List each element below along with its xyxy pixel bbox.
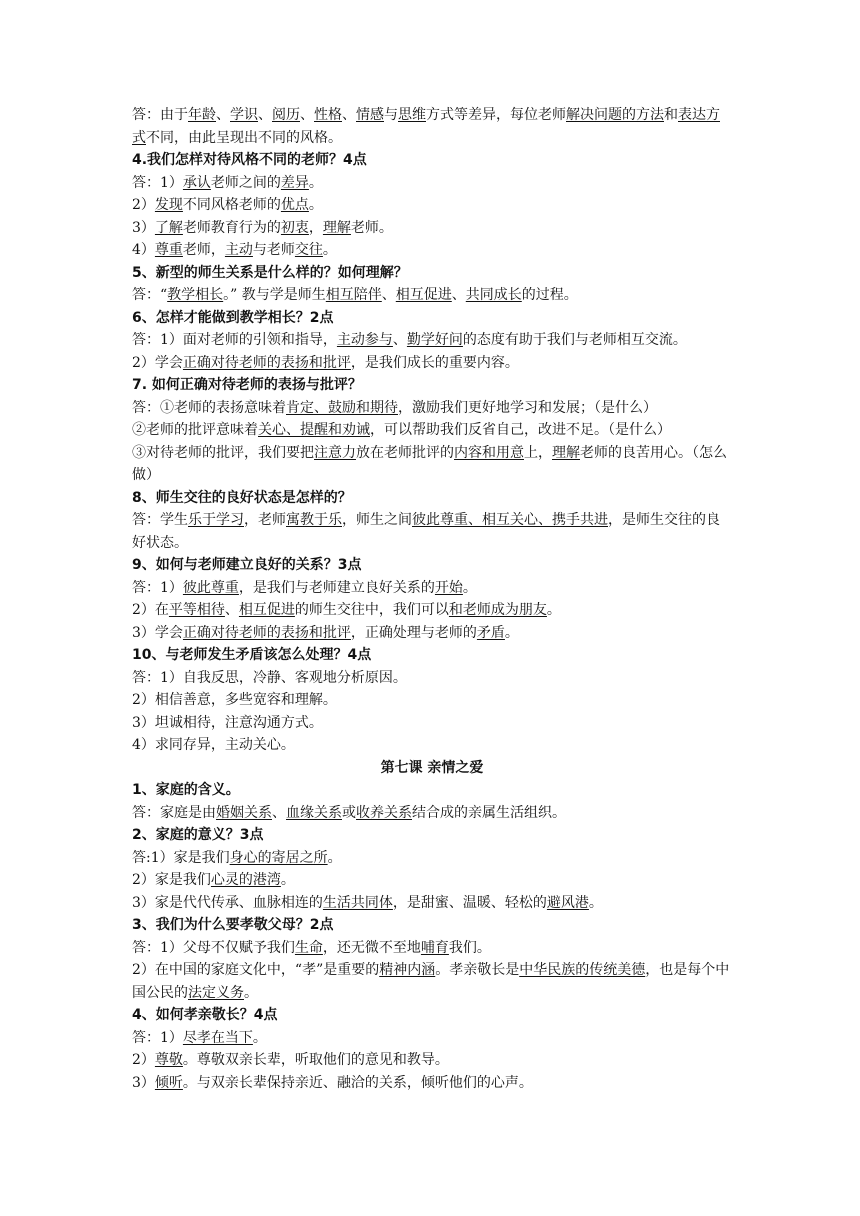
- text-run: 。: [322, 242, 337, 258]
- text-run: 3）坦诚相待，注意沟通方式。: [132, 714, 323, 731]
- text-run: 。: [252, 1029, 267, 1046]
- question-heading: [132, 307, 732, 330]
- text-run: ②老师的批评意味着: [132, 422, 258, 438]
- underlined-keyword: 交往: [294, 242, 323, 258]
- underlined-keyword: 发现: [154, 197, 183, 213]
- underlined-keyword: 正确对待老师的表扬和批评: [182, 354, 351, 371]
- text-run: 答：“: [132, 287, 168, 303]
- text-run: 。: [504, 624, 519, 641]
- underlined-keyword: 和老师成为朋友: [448, 602, 547, 618]
- text-run: 。尊敬双亲长辈，听取他们的意见和教导。: [182, 1052, 449, 1068]
- text-run: 2）: [132, 1052, 155, 1068]
- underlined-keyword: 彼此尊重、相互关心、携手共进: [412, 512, 608, 528]
- text-run: 和: [664, 107, 678, 123]
- underlined-keyword: 婚姻关系: [216, 804, 272, 821]
- underlined-keyword: 开始: [434, 579, 463, 596]
- text-run: 、: [451, 287, 466, 303]
- text-run: 答：由于: [132, 107, 188, 123]
- answer-line: [132, 509, 732, 554]
- text-run: 、: [272, 804, 286, 821]
- underlined-keyword: 初衷: [280, 219, 309, 236]
- underlined-keyword: 矛盾: [476, 624, 505, 641]
- text-run: 。: [546, 602, 561, 618]
- question-heading: [132, 779, 732, 802]
- underlined-keyword: 血缘关系: [286, 804, 342, 821]
- text-run: 或: [342, 804, 356, 821]
- text-run: ，正确处理与老师的: [350, 624, 477, 641]
- underlined-keyword: 理解: [322, 219, 351, 236]
- underlined-keyword: 差异: [280, 174, 309, 191]
- underlined-keyword: 理解: [552, 444, 580, 461]
- text-run: 第七课 亲情之爱: [380, 759, 484, 776]
- underlined-keyword: 相互陪伴: [325, 287, 382, 303]
- text-run: 与: [384, 107, 398, 123]
- text-run: 3、我们为什么要孝敬父母？2点: [132, 917, 334, 933]
- answer-line: [132, 667, 732, 690]
- text-run: 、: [216, 107, 230, 123]
- underlined-keyword: 避风港: [546, 894, 589, 911]
- answer-line: [132, 239, 732, 262]
- answer-line: [132, 689, 732, 712]
- underlined-keyword: 年龄: [188, 107, 216, 123]
- text-run: ，是师生交往的良好状态。: [132, 512, 720, 551]
- text-run: 6、怎样才能做到教学相长？2点: [132, 309, 334, 326]
- text-run: 4.我们怎样对待风格不同的老师？4点: [132, 152, 367, 168]
- text-run: ，是我们成长的重要内容。: [350, 354, 519, 371]
- underlined-keyword: 收养关系: [356, 804, 412, 821]
- underlined-keyword: 生活共同体: [322, 894, 393, 911]
- underlined-keyword: 主动: [224, 242, 253, 258]
- answer-line: [132, 577, 732, 600]
- text-run: 、: [258, 107, 272, 123]
- underlined-keyword: 彼此尊重: [182, 579, 239, 596]
- underlined-keyword: 内容和用意: [454, 444, 524, 461]
- document-body: [132, 104, 732, 1094]
- lesson-title: [132, 757, 732, 780]
- text-run: 4）: [132, 242, 155, 258]
- answer-line: [132, 194, 732, 217]
- text-run: 答：家庭是由: [132, 804, 216, 821]
- text-run: 老师。: [350, 219, 393, 236]
- text-run: 不同风格老师的: [182, 197, 281, 213]
- text-run: ③对待老师的批评，我们要把: [132, 444, 314, 461]
- answer-line: [132, 847, 732, 870]
- question-heading: [132, 149, 732, 172]
- answer-line: [132, 217, 732, 240]
- underlined-keyword: 了解: [154, 219, 183, 236]
- text-run: 。: [588, 894, 603, 911]
- text-run: 、: [342, 107, 356, 123]
- text-run: 我们。: [448, 939, 491, 956]
- underlined-keyword: 承认: [182, 174, 211, 191]
- underlined-keyword: 相互促进: [395, 287, 452, 303]
- text-run: 4、如何孝亲敬长？4点: [132, 1007, 278, 1023]
- text-run: 5、新型的师生关系是什么样的？如何理解？: [132, 264, 408, 281]
- underlined-keyword: 乐于学习: [188, 512, 244, 528]
- underlined-keyword: 阅历: [272, 107, 300, 123]
- underlined-keyword: 法定义务: [188, 984, 244, 1001]
- answer-line: [132, 959, 732, 1004]
- text-run: 。: [280, 872, 295, 888]
- text-run: 、: [392, 332, 407, 348]
- answer-line: [132, 892, 732, 915]
- text-run: 答：1）: [132, 174, 183, 191]
- underlined-keyword: 倾听: [154, 1074, 183, 1091]
- text-run: 3）: [132, 1074, 155, 1091]
- question-heading: [132, 824, 732, 847]
- text-run: 老师，: [182, 242, 225, 258]
- text-run: 老师的良苦用心。（怎么做）: [132, 444, 727, 483]
- text-run: 与老师: [252, 242, 295, 258]
- text-run: 8、师生交往的良好状态是怎样的？: [132, 489, 352, 506]
- text-run: 2）在中国的家庭文化中，“孝”是重要的: [132, 962, 380, 978]
- text-run: 1、家庭的含义。: [132, 782, 240, 798]
- underlined-keyword: 共同成长: [465, 287, 522, 303]
- text-run: 放在老师批评的: [356, 444, 454, 461]
- answer-line: [132, 734, 732, 757]
- text-run: 的态度有助于我们与老师相互交流。: [462, 332, 687, 348]
- text-run: 7. 如何正确对待老师的表扬与批评？: [132, 377, 362, 393]
- text-run: 、: [224, 602, 239, 618]
- underlined-keyword: 精神内涵: [379, 962, 436, 978]
- underlined-keyword: 主动参与: [336, 332, 393, 348]
- underlined-keyword: 优点: [280, 197, 309, 213]
- answer-line: [132, 869, 732, 892]
- text-run: 答：1）自我反思，冷静、客观地分析原因。: [132, 669, 407, 686]
- text-run: 不同，由此呈现出不同的风格。: [146, 129, 342, 146]
- underlined-keyword: 表达方式: [132, 107, 720, 146]
- answer-line: [132, 1027, 732, 1050]
- text-run: 答：学生: [132, 512, 188, 528]
- underlined-keyword: 性格: [314, 107, 342, 123]
- text-run: 答：1）父母不仅赋予我们: [132, 939, 295, 956]
- underlined-keyword: 关心、提醒和劝诫: [258, 422, 370, 438]
- answer-line: [132, 397, 732, 420]
- underlined-keyword: 尽孝在当下: [182, 1029, 253, 1046]
- underlined-keyword: 相互促进: [238, 602, 295, 618]
- text-run: 。: [308, 174, 323, 191]
- underlined-keyword: 生命: [294, 939, 323, 956]
- text-run: 的师生交往中，我们可以: [294, 602, 449, 618]
- underlined-keyword: 思维: [398, 107, 426, 123]
- text-run: 。: [244, 984, 258, 1001]
- underlined-keyword: 平等相待: [168, 602, 225, 618]
- answer-line: [132, 419, 732, 442]
- answer-line: [132, 104, 732, 149]
- answer-line: [132, 442, 732, 487]
- underlined-keyword: 尊重: [154, 242, 183, 258]
- text-run: 2）在: [132, 602, 169, 618]
- text-run: 答：1）: [132, 1029, 183, 1046]
- underlined-keyword: 心灵的港湾: [210, 872, 281, 888]
- underlined-keyword: 解决问题的方法: [566, 107, 664, 123]
- text-run: ，师生之间: [342, 512, 412, 528]
- text-run: 4）求同存异，主动关心。: [132, 737, 295, 753]
- underlined-keyword: 教学相长: [167, 287, 224, 303]
- question-heading: [132, 644, 732, 667]
- answer-line: [132, 622, 732, 645]
- text-run: 2）: [132, 197, 155, 213]
- text-run: 10、与老师发生矛盾该怎么处理？4点: [132, 647, 372, 663]
- answer-line: [132, 937, 732, 960]
- question-heading: [132, 487, 732, 510]
- underlined-keyword: 注意力: [314, 444, 356, 461]
- text-run: 上，: [524, 444, 552, 461]
- underlined-keyword: 哺育: [420, 939, 449, 956]
- text-run: ，: [308, 219, 323, 236]
- text-run: 方式等差异，每位老师: [426, 107, 566, 123]
- answer-line: [132, 712, 732, 735]
- text-run: ，也是每个中国公民的: [132, 962, 730, 1001]
- underlined-keyword: 中华民族的传统美德: [519, 962, 646, 978]
- text-run: ，是我们与老师建立良好关系的: [238, 579, 435, 596]
- text-run: 答：1）: [132, 579, 183, 596]
- text-run: 答：1）面对老师的引领和指导，: [132, 332, 337, 348]
- underlined-keyword: 勤学好问: [406, 332, 463, 348]
- underlined-keyword: 正确对待老师的表扬和批评: [182, 624, 351, 641]
- text-run: ，激励我们更好地学习和发展；（是什么）: [398, 399, 657, 416]
- question-heading: [132, 1004, 732, 1027]
- text-run: 答:1）家是我们: [132, 849, 230, 866]
- text-run: 。与双亲长辈保持亲近、融洽的关系，倾听他们的心声。: [182, 1074, 533, 1091]
- text-run: 的过程。: [521, 287, 578, 303]
- question-heading: [132, 374, 732, 397]
- underlined-keyword: 身心的寄居之所: [229, 849, 328, 866]
- text-run: ，还无微不至地: [322, 939, 421, 956]
- text-run: 、: [381, 287, 396, 303]
- underlined-keyword: 肯定、鼓励和期待: [286, 399, 398, 416]
- text-run: 。: [327, 849, 342, 866]
- text-run: 2）学会: [132, 354, 183, 371]
- text-run: ，可以帮助我们反省自己，改进不足。（是什么）: [370, 422, 671, 438]
- answer-line: [132, 329, 732, 352]
- text-run: 、: [300, 107, 314, 123]
- question-heading: [132, 554, 732, 577]
- text-run: 。: [462, 579, 477, 596]
- text-run: 3）: [132, 219, 155, 236]
- answer-line: [132, 172, 732, 195]
- text-run: 答：①老师的表扬意味着: [132, 399, 286, 416]
- answer-line: [132, 1072, 732, 1095]
- answer-line: [132, 352, 732, 375]
- underlined-keyword: 尊敬: [154, 1052, 183, 1068]
- text-run: 。” 教与学是师生: [223, 287, 326, 303]
- question-heading: [132, 262, 732, 285]
- text-run: ，老师: [244, 512, 286, 528]
- text-run: 2、家庭的意义？3点: [132, 827, 264, 843]
- answer-line: [132, 802, 732, 825]
- text-run: 9、如何与老师建立良好的关系？3点: [132, 557, 362, 573]
- text-run: 。孝亲敬长是: [435, 962, 520, 978]
- underlined-keyword: 学识: [230, 107, 258, 123]
- text-run: 结合成的亲属生活组织。: [412, 804, 566, 821]
- text-run: 3）学会: [132, 624, 183, 641]
- text-run: 。: [308, 197, 323, 213]
- answer-line: [132, 1049, 732, 1072]
- text-run: ，是甜蜜、温暖、轻松的: [392, 894, 547, 911]
- underlined-keyword: 情感: [356, 107, 384, 123]
- answer-line: [132, 284, 732, 307]
- text-run: 2）家是我们: [132, 872, 211, 888]
- text-run: 3）家是代代传承、血脉相连的: [132, 894, 323, 911]
- underlined-keyword: 寓教于乐: [286, 512, 342, 528]
- answer-line: [132, 599, 732, 622]
- question-heading: [132, 914, 732, 937]
- text-run: 老师之间的: [210, 174, 281, 191]
- text-run: 老师教育行为的: [182, 219, 281, 236]
- text-run: 2）相信善意，多些宽容和理解。: [132, 692, 337, 708]
